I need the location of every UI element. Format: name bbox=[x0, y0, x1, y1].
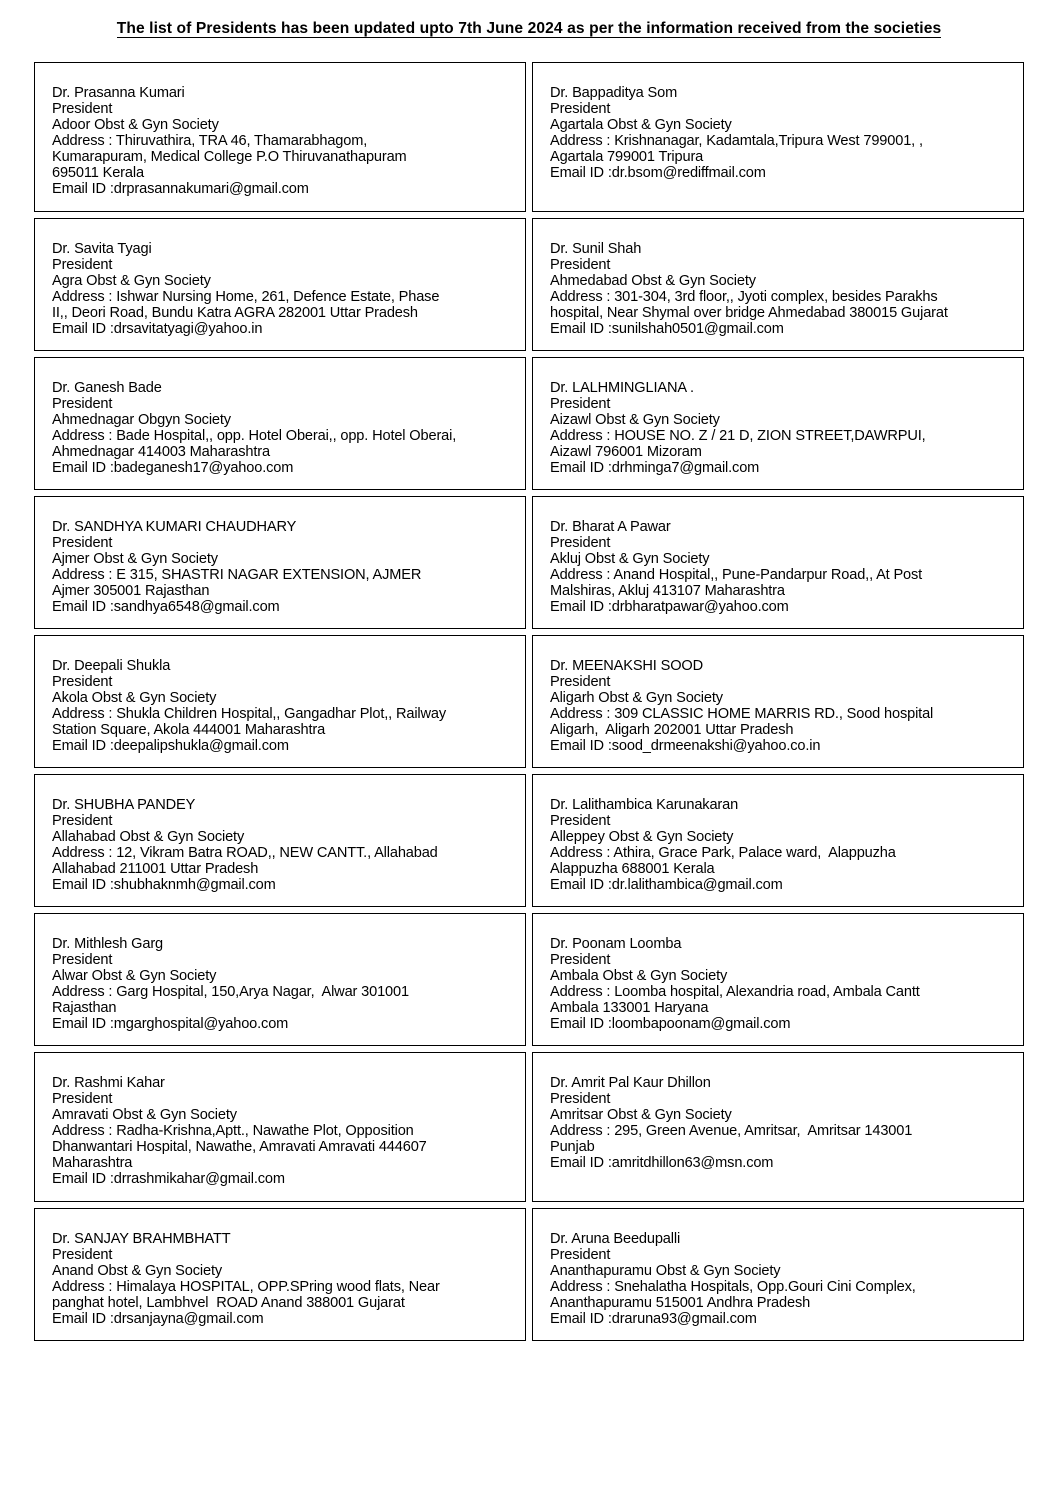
president-name: Dr. SANDHYA KUMARI CHAUDHARY bbox=[52, 519, 297, 535]
president-role: President bbox=[52, 535, 113, 551]
president-card bbox=[532, 218, 1024, 351]
president-card bbox=[532, 913, 1024, 1046]
president-name: Dr. Poonam Loomba bbox=[550, 936, 682, 952]
president-role: President bbox=[550, 101, 611, 117]
president-role: President bbox=[52, 1091, 113, 1107]
society-address: Address : 309 CLASSIC HOME MARRIS RD., Sood hospital Aligarh, Aligarh 202001 Uttar Pradesh bbox=[550, 706, 934, 738]
president-email: Email ID :drsanjayna@gmail.com bbox=[52, 1311, 264, 1327]
president-role: President bbox=[52, 396, 113, 412]
president-role: President bbox=[550, 674, 611, 690]
president-card bbox=[34, 218, 526, 351]
president-email: Email ID :drbharatpawar@yahoo.com bbox=[550, 599, 789, 615]
president-email: Email ID :drhminga7@gmail.com bbox=[550, 460, 760, 476]
president-name: Dr. Bappaditya Som bbox=[550, 85, 678, 101]
president-card bbox=[34, 913, 526, 1046]
society-address: Address : Loomba hospital, Alexandria road, Ambala Cantt Ambala 133001 Haryana bbox=[550, 984, 920, 1016]
presidents-grid bbox=[34, 62, 1024, 1341]
society-address: Address : Himalaya HOSPITAL, OPP.SPring wood flats, Near panghat hotel, Lambhvel ROAD Anand 388001 Gujarat bbox=[52, 1279, 440, 1311]
society-address: Address : Radha-Krishna,Aptt., Nawathe Plot, Opposition Dhanwantari Hospital, Nawathe, Amravati Amravati 444607 Maharashtra bbox=[52, 1123, 427, 1171]
president-card bbox=[532, 774, 1024, 907]
president-email: Email ID :mgarghospital@yahoo.com bbox=[52, 1016, 289, 1032]
society-address: Address : HOUSE NO. Z / 21 D, ZION STREET,DAWRPUI, Aizawl 796001 Mizoram bbox=[550, 428, 926, 460]
society-address: Address : Athira, Grace Park, Palace ward, Alappuzha Alappuzha 688001 Kerala bbox=[550, 845, 896, 877]
president-name: Dr. LALHMINGLIANA . bbox=[550, 380, 694, 396]
president-email: Email ID :drsavitatyagi@yahoo.in bbox=[52, 321, 263, 337]
president-name: Dr. SHUBHA PANDEY bbox=[52, 797, 196, 813]
president-card bbox=[532, 62, 1024, 212]
society-address: Address : 301-304, 3rd floor,, Jyoti complex, besides Parakhs hospital, Near Shymal over bridge Ahmedabad 380015 Gujarat bbox=[550, 289, 948, 321]
society-address: Address : E 315, SHASTRI NAGAR EXTENSION, AJMER Ajmer 305001 Rajasthan bbox=[52, 567, 422, 599]
president-name: Dr. Ganesh Bade bbox=[52, 380, 162, 396]
president-name: Dr. Amrit Pal Kaur Dhillon bbox=[550, 1075, 711, 1091]
president-name: Dr. Rashmi Kahar bbox=[52, 1075, 165, 1091]
president-email: Email ID :sandhya6548@gmail.com bbox=[52, 599, 280, 615]
president-email: Email ID :drrashmikahar@gmail.com bbox=[52, 1171, 285, 1187]
society-address: Address : Krishnanagar, Kadamtala,Tripura West 799001, , Agartala 799001 Tripura bbox=[550, 133, 923, 165]
society-name: Akola Obst & Gyn Society bbox=[52, 690, 217, 706]
president-role: President bbox=[52, 257, 113, 273]
president-card bbox=[532, 357, 1024, 490]
president-role: President bbox=[550, 952, 611, 968]
society-address: Address : Snehalatha Hospitals, Opp.Gouri Cini Complex, Ananthapuramu 515001 Andhra Pradesh bbox=[550, 1279, 916, 1311]
society-name: Amravati Obst & Gyn Society bbox=[52, 1107, 237, 1123]
president-email: Email ID :dr.lalithambica@gmail.com bbox=[550, 877, 783, 893]
president-card bbox=[34, 496, 526, 629]
society-address: Address : 295, Green Avenue, Amritsar, Amritsar 143001 Punjab bbox=[550, 1123, 913, 1155]
society-name: Agra Obst & Gyn Society bbox=[52, 273, 211, 289]
president-card bbox=[34, 1052, 526, 1202]
president-role: President bbox=[550, 396, 611, 412]
society-name: Ahmednagar Obgyn Society bbox=[52, 412, 231, 428]
president-name: Dr. Mithlesh Garg bbox=[52, 936, 163, 952]
president-email: Email ID :sunilshah0501@gmail.com bbox=[550, 321, 784, 337]
society-address: Address : Ishwar Nursing Home, 261, Defence Estate, Phase II,, Deori Road, Bundu Katra AGRA 282001 Uttar Pradesh bbox=[52, 289, 440, 321]
society-name: Aligarh Obst & Gyn Society bbox=[550, 690, 723, 706]
president-email: Email ID :amritdhillon63@msn.com bbox=[550, 1155, 774, 1171]
page-title-text: The list of Presidents has been updated upto 7th June 2024 as per the information received from the societies bbox=[116, 20, 942, 37]
president-email: Email ID :sood_drmeenakshi@yahoo.co.in bbox=[550, 738, 821, 754]
president-card bbox=[34, 357, 526, 490]
president-email: Email ID :deepalipshukla@gmail.com bbox=[52, 738, 289, 754]
society-name: Ajmer Obst & Gyn Society bbox=[52, 551, 218, 567]
president-card bbox=[532, 635, 1024, 768]
president-email: Email ID :draruna93@gmail.com bbox=[550, 1311, 757, 1327]
president-card bbox=[34, 62, 526, 212]
president-name: Dr. SANJAY BRAHMBHATT bbox=[52, 1231, 231, 1247]
society-name: Aizawl Obst & Gyn Society bbox=[550, 412, 720, 428]
society-name: Ahmedabad Obst & Gyn Society bbox=[550, 273, 756, 289]
president-card bbox=[34, 635, 526, 768]
president-role: President bbox=[52, 101, 113, 117]
president-name: Dr. Sunil Shah bbox=[550, 241, 642, 257]
society-name: Amritsar Obst & Gyn Society bbox=[550, 1107, 732, 1123]
president-role: President bbox=[550, 257, 611, 273]
president-role: President bbox=[52, 674, 113, 690]
president-card bbox=[532, 1208, 1024, 1341]
president-email: Email ID :shubhaknmh@gmail.com bbox=[52, 877, 276, 893]
president-name: Dr. Deepali Shukla bbox=[52, 658, 171, 674]
president-role: President bbox=[52, 952, 113, 968]
society-address: Address : Shukla Children Hospital,, Gangadhar Plot,, Railway Station Square, Akola 444001 Maharashtra bbox=[52, 706, 447, 738]
president-role: President bbox=[550, 1091, 611, 1107]
society-name: Ananthapuramu Obst & Gyn Society bbox=[550, 1263, 781, 1279]
society-name: Agartala Obst & Gyn Society bbox=[550, 117, 732, 133]
president-role: President bbox=[52, 1247, 113, 1263]
president-email: Email ID :dr.bsom@rediffmail.com bbox=[550, 165, 766, 181]
society-name: Anand Obst & Gyn Society bbox=[52, 1263, 222, 1279]
president-card bbox=[34, 774, 526, 907]
society-address: Address : Garg Hospital, 150,Arya Nagar, Alwar 301001 Rajasthan bbox=[52, 984, 409, 1016]
president-card bbox=[532, 1052, 1024, 1202]
page-title bbox=[0, 20, 1058, 38]
president-name: Dr. Prasanna Kumari bbox=[52, 85, 185, 101]
society-name: Adoor Obst & Gyn Society bbox=[52, 117, 219, 133]
society-name: Allahabad Obst & Gyn Society bbox=[52, 829, 245, 845]
president-role: President bbox=[550, 813, 611, 829]
society-name: Ambala Obst & Gyn Society bbox=[550, 968, 728, 984]
society-name: Akluj Obst & Gyn Society bbox=[550, 551, 710, 567]
society-name: Alwar Obst & Gyn Society bbox=[52, 968, 217, 984]
president-name: Dr. MEENAKSHI SOOD bbox=[550, 658, 703, 674]
president-email: Email ID :loombapoonam@gmail.com bbox=[550, 1016, 791, 1032]
president-name: Dr. Aruna Beedupalli bbox=[550, 1231, 681, 1247]
president-email: Email ID :badeganesh17@yahoo.com bbox=[52, 460, 294, 476]
president-role: President bbox=[52, 813, 113, 829]
president-name: Dr. Savita Tyagi bbox=[52, 241, 152, 257]
president-role: President bbox=[550, 1247, 611, 1263]
society-address: Address : 12, Vikram Batra ROAD,, NEW CANTT., Allahabad Allahabad 211001 Uttar Pradesh bbox=[52, 845, 438, 877]
society-address: Address : Anand Hospital,, Pune-Pandarpur Road,, At Post Malshiras, Akluj 413107 Maharashtra bbox=[550, 567, 923, 599]
president-name: Dr. Lalithambica Karunakaran bbox=[550, 797, 739, 813]
society-address: Address : Bade Hospital,, opp. Hotel Oberai,, opp. Hotel Oberai, Ahmednagar 414003 Maharashtra bbox=[52, 428, 457, 460]
president-card bbox=[34, 1208, 526, 1341]
president-role: President bbox=[550, 535, 611, 551]
president-name: Dr. Bharat A Pawar bbox=[550, 519, 671, 535]
president-email: Email ID :drprasannakumari@gmail.com bbox=[52, 181, 309, 197]
society-address: Address : Thiruvathira, TRA 46, Thamarabhagom, Kumarapuram, Medical College P.O Thiruvanathapuram 695011 Kerala bbox=[52, 133, 407, 181]
society-name: Alleppey Obst & Gyn Society bbox=[550, 829, 734, 845]
president-card bbox=[532, 496, 1024, 629]
